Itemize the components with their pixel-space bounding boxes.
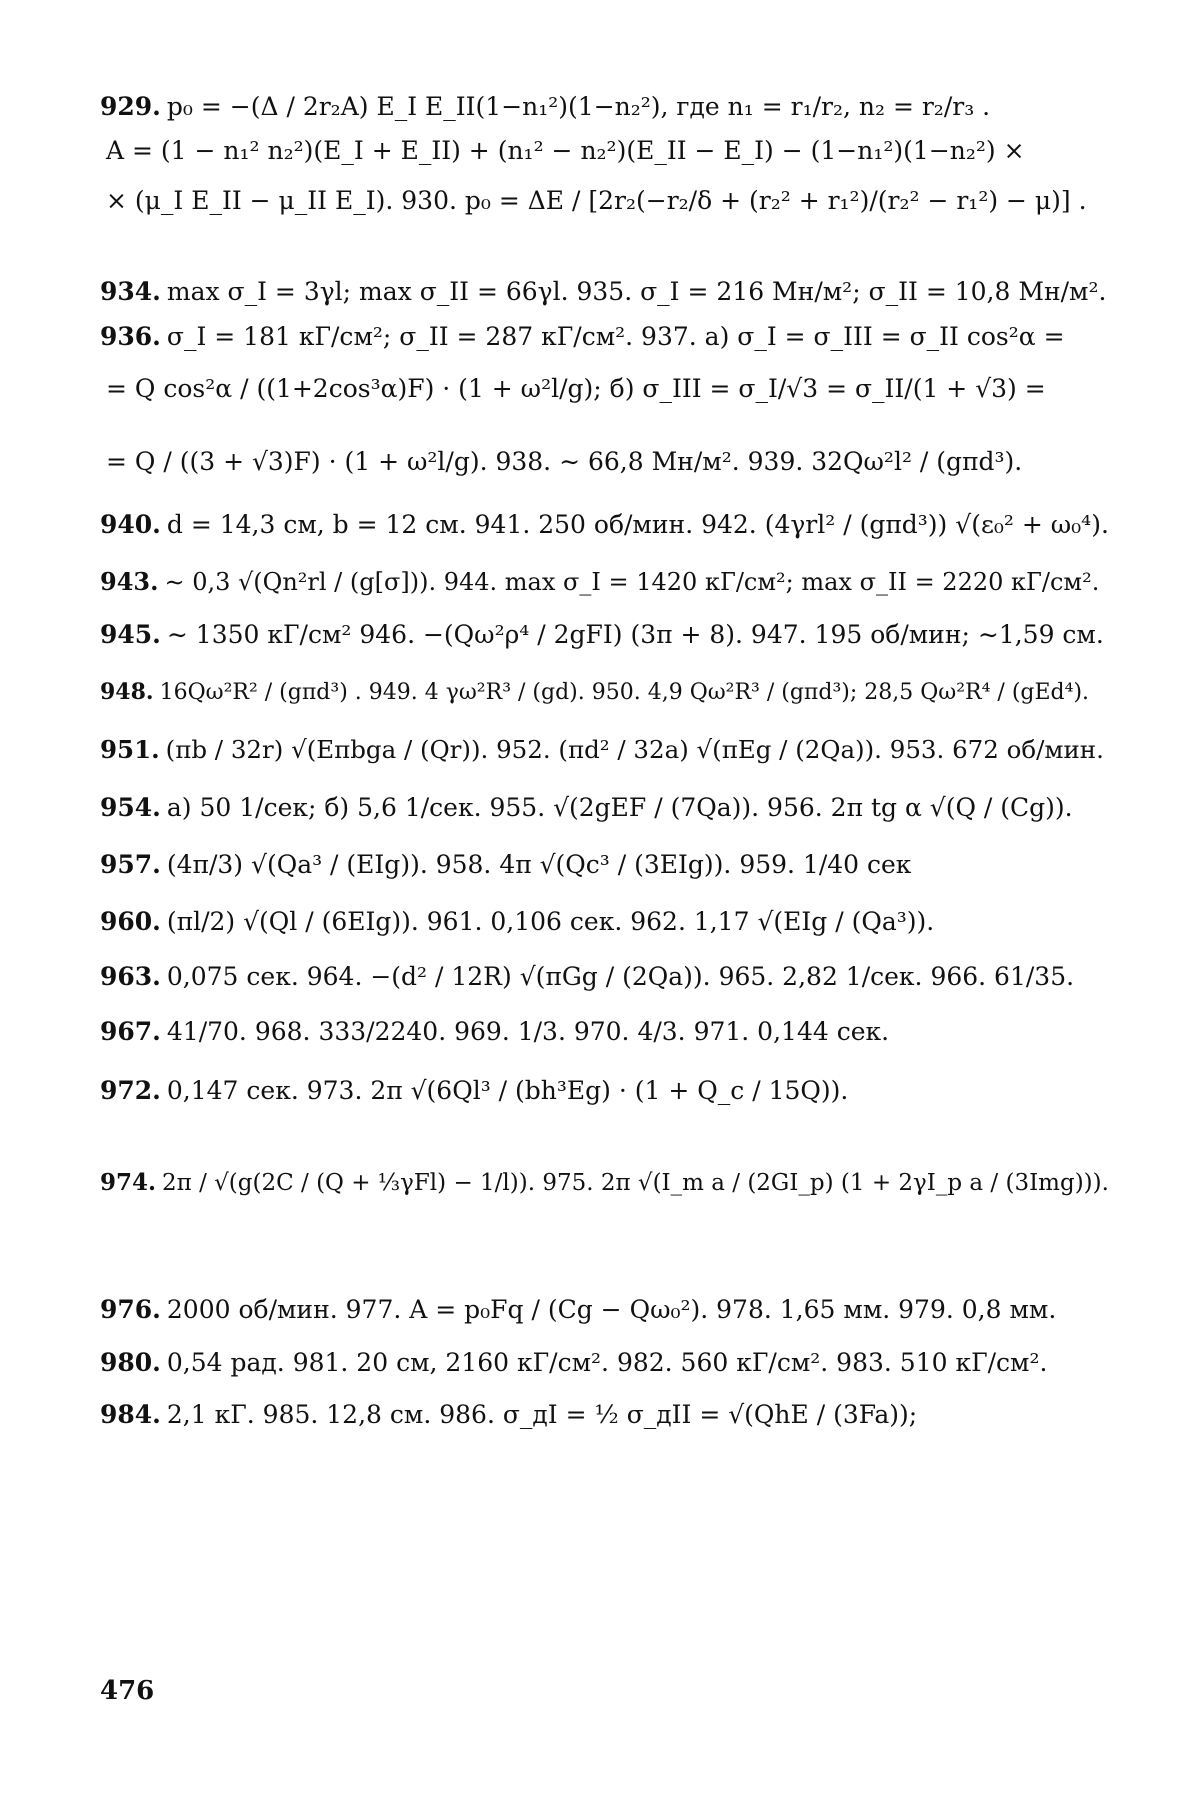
answer-text: d = 14,3 см, b = 12 см. 941. 250 об/мин. 942. (4γrl² / (gπd³)) √(ε₀² + ω₀⁴). <box>166 510 1109 539</box>
answer-number: 929. <box>100 92 161 121</box>
answer-line-929-930 <box>100 186 1110 216</box>
answer-text: 2000 об/мин. 977. A = p₀Fq / (Cg − Qω₀²). 978. 1,65 мм. 979. 0,8 мм. <box>166 1295 1057 1324</box>
answer-text: 16Qω²R² / (gπd³) . 949. 4 γω²R³ / (gd). 950. 4,9 Qω²R³ / (gπd³); 28,5 Qω²R⁴ / (gEd⁴). <box>159 680 1090 705</box>
answer-text: σ_I = 181 кГ/см²; σ_II = 287 кГ/см². 937. а) σ_I = σ_III = σ_II cos²α = <box>166 322 1065 351</box>
answer-text: 0,54 рад. 981. 20 см, 2160 кГ/см². 982. 560 кГ/см². 983. 510 кГ/см². <box>166 1348 1048 1377</box>
answer-text: а) 50 1/сек; б) 5,6 1/сек. 955. √(2gEF / (7Qa)). 956. 2π tg α √(Q / (Cg)). <box>166 793 1073 822</box>
answer-line-929 <box>100 92 1110 122</box>
answer-line-984 <box>100 1400 1110 1430</box>
answer-number: 980. <box>100 1348 161 1377</box>
answer-number: 945. <box>100 620 161 649</box>
answer-line-945 <box>100 620 1110 650</box>
answer-text: = Q / ((3 + √3)F) · (1 + ω²l/g). 938. ∼ 66,8 Мн/м². 939. 32Qω²l² / (gπd³). <box>106 447 1023 476</box>
answer-line-972 <box>100 1076 1110 1106</box>
answer-text: 41/70. 968. 333/2240. 969. 1/3. 970. 4/3. 971. 0,144 сек. <box>166 1017 890 1046</box>
answer-line-960 <box>100 907 1110 937</box>
answer-number: 936. <box>100 322 161 351</box>
answer-line-957 <box>100 850 1110 880</box>
answer-line-951 <box>100 735 1110 765</box>
answer-line-936 <box>100 322 1110 352</box>
answer-line-976 <box>100 1295 1110 1325</box>
answer-number: 934. <box>100 277 161 306</box>
answer-number: 948. <box>100 679 154 705</box>
answer-number: 972. <box>100 1076 161 1105</box>
answer-number: 957. <box>100 850 161 879</box>
answer-text: 2π / √(g(2C / (Q + ⅓γFl) − 1/l)). 975. 2π √(I_m a / (2GI_p) (1 + 2γI_p a / (3Img))). <box>162 1170 1109 1196</box>
answer-text: max σ_I = 3γl; max σ_II = 66γl. 935. σ_I = 216 Мн/м²; σ_II = 10,8 Мн/м². <box>166 277 1107 306</box>
answer-line-974 <box>100 1168 1110 1198</box>
answer-number: 963. <box>100 962 161 991</box>
answer-number: 943. <box>100 567 159 596</box>
answer-text: (πb / 32r) √(Eπbga / (Qr)). 952. (πd² / 32a) √(πEg / (2Qa)). 953. 672 об/мин. <box>165 735 1104 764</box>
answer-line-980 <box>100 1348 1110 1378</box>
page-number: 476 <box>100 1676 155 1706</box>
answer-text: ∼ 0,3 √(Qn²rl / (g[σ])). 944. max σ_I = 1420 кГ/см²; max σ_II = 2220 кГ/см². <box>164 568 1100 596</box>
answer-text: (4π/3) √(Qa³ / (EIg)). 958. 4π √(Qc³ / (3EIg)). 959. 1/40 сек <box>166 850 912 879</box>
answer-number: 960. <box>100 907 161 936</box>
answer-line-943 <box>100 567 1110 597</box>
answer-number: 984. <box>100 1400 161 1429</box>
answer-text: = Q cos²α / ((1+2cos³α)F) · (1 + ω²l/g); б) σ_III = σ_I/√3 = σ_II/(1 + √3) = <box>106 374 1046 403</box>
answer-line-963 <box>100 962 1110 992</box>
answer-line-929-cont <box>100 136 1110 166</box>
answer-number: 967. <box>100 1017 161 1046</box>
answer-number: 951. <box>100 735 160 764</box>
answer-line-948 <box>100 677 1110 708</box>
answer-text: p₀ = −(Δ / 2r₂A) E_I E_II(1−n₁²)(1−n₂²), где n₁ = r₁/r₂, n₂ = r₂/r₃ . <box>166 92 991 121</box>
answer-line-967 <box>100 1017 1110 1047</box>
answer-text: 2,1 кГ. 985. 12,8 см. 986. σ_дI = ½ σ_дII = √(QhE / (3Fa)); <box>166 1400 918 1429</box>
answer-text: (πl/2) √(Ql / (6EIg)). 961. 0,106 сек. 962. 1,17 √(EIg / (Qa³)). <box>166 907 935 936</box>
answer-number: 976. <box>100 1295 161 1324</box>
answer-number: 974. <box>100 1169 157 1196</box>
answer-text: 0,075 сек. 964. −(d² / 12R) √(πGg / (2Qa)). 965. 2,82 1/сек. 966. 61/35. <box>166 962 1075 991</box>
answer-text: ∼ 1350 кГ/см² 946. −(Qω²ρ⁴ / 2gFI) (3π + 8). 947. 195 об/мин; ∼1,59 см. <box>166 620 1104 649</box>
answer-number: 940. <box>100 510 161 539</box>
answer-line-937-b <box>100 447 1110 477</box>
answer-line-934 <box>100 277 1110 307</box>
answer-text: 0,147 сек. 973. 2π √(6Ql³ / (bh³Eg) · (1 + Q_c / 15Q)). <box>166 1076 849 1105</box>
answer-line-940 <box>100 510 1110 540</box>
answer-text: × (μ_I E_II − μ_II E_I). 930. p₀ = ΔE / [2r₂(−r₂/δ + (r₂² + r₁²)/(r₂² − r₁²) − μ)] . <box>106 186 1087 215</box>
answer-line-954 <box>100 793 1110 823</box>
answer-line-937-a <box>100 374 1110 404</box>
answer-number: 954. <box>100 793 161 822</box>
answer-text: A = (1 − n₁² n₂²)(E_I + E_II) + (n₁² − n₂²)(E_II − E_I) − (1−n₁²)(1−n₂²) × <box>106 136 1025 165</box>
